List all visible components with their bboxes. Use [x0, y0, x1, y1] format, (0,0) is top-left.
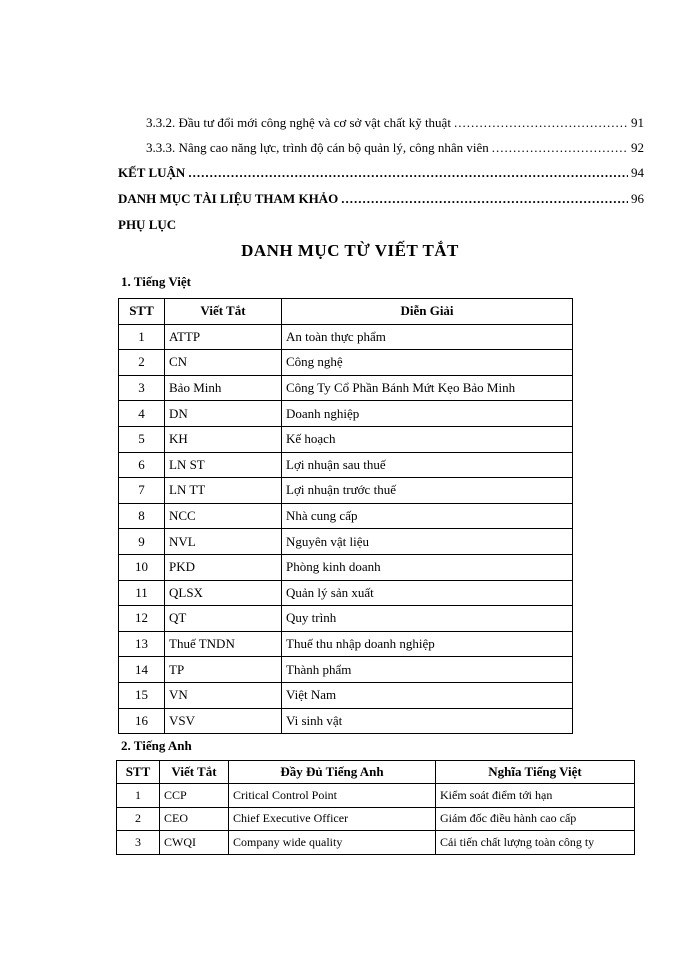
table-cell: Company wide quality: [229, 831, 436, 854]
table-cell: 10: [119, 554, 165, 580]
table-cell: 7: [119, 478, 165, 504]
table-cell: CWQI: [160, 831, 229, 854]
column-header: STT: [119, 299, 165, 325]
table-cell: Nguyên vật liệu: [282, 529, 573, 555]
table-row: [119, 452, 573, 478]
table-cell: CCP: [160, 784, 229, 807]
table-cell: Vi sinh vật: [282, 708, 573, 734]
table-row: [119, 682, 573, 708]
table-cell: 15: [119, 682, 165, 708]
table-cell: Phòng kinh doanh: [282, 554, 573, 580]
table-cell: 6: [119, 452, 165, 478]
column-header: Đầy Đủ Tiếng Anh: [229, 761, 436, 784]
table-row: [119, 631, 573, 657]
table-row: [119, 529, 573, 555]
table-row: [119, 708, 573, 734]
column-header: Viết Tắt: [160, 761, 229, 784]
table-cell: ATTP: [165, 324, 282, 350]
table-cell: 3: [117, 831, 160, 854]
table-row: [119, 657, 573, 683]
table-cell: 2: [119, 350, 165, 376]
table-row: [119, 554, 573, 580]
table-row: [119, 401, 573, 427]
abbreviation-table-vietnamese: [118, 298, 573, 734]
table-cell: Critical Control Point: [229, 784, 436, 807]
table-cell: NCC: [165, 503, 282, 529]
toc-entry-page: 96: [631, 191, 644, 206]
abbreviation-table-english: [116, 760, 635, 855]
table-row: [119, 580, 573, 606]
table-row: [117, 784, 635, 807]
table-cell: QT: [165, 606, 282, 632]
table-cell: VSV: [165, 708, 282, 734]
table-cell: 14: [119, 657, 165, 683]
table-cell: 8: [119, 503, 165, 529]
table-cell: Chief Executive Officer: [229, 807, 436, 830]
table-cell: 3: [119, 375, 165, 401]
table-cell: 5: [119, 426, 165, 452]
table-cell: Lợi nhuận trước thuế: [282, 478, 573, 504]
table-cell: 9: [119, 529, 165, 555]
toc-leader-dots: [341, 191, 628, 207]
table-cell: Công Ty Cổ Phần Bánh Mứt Kẹo Bảo Minh: [282, 375, 573, 401]
table-row: [119, 324, 573, 350]
table-cell: Kiểm soát điểm tới hạn: [436, 784, 635, 807]
toc-appendix: PHỤ LỤC: [118, 217, 177, 232]
table-cell: 1: [119, 324, 165, 350]
table-row: [119, 350, 573, 376]
column-header: Diễn Giải: [282, 299, 573, 325]
table-cell: An toàn thực phẩm: [282, 324, 573, 350]
toc-entry-label: 3.3.2. Đầu tư đổi mới công nghệ và cơ sở vật chất kỹ thuật: [146, 115, 451, 130]
table-cell: Doanh nghiệp: [282, 401, 573, 427]
table-cell: VN: [165, 682, 282, 708]
table-cell: Quy trình: [282, 606, 573, 632]
column-header: Nghĩa Tiếng Việt: [436, 761, 635, 784]
table-cell: 2: [117, 807, 160, 830]
table-cell: Thành phẩm: [282, 657, 573, 683]
table-row: [119, 606, 573, 632]
table-cell: 13: [119, 631, 165, 657]
table-row: [117, 831, 635, 854]
toc-entry: [146, 140, 644, 156]
table-cell: Công nghệ: [282, 350, 573, 376]
table-cell: 16: [119, 708, 165, 734]
table-cell: Việt Nam: [282, 682, 573, 708]
toc-entry: [118, 165, 644, 181]
section-heading-english: 2. Tiếng Anh: [121, 738, 192, 753]
toc-entry-label: KẾT LUẬN: [118, 165, 186, 180]
table-cell: 11: [119, 580, 165, 606]
table-cell: Quản lý sản xuất: [282, 580, 573, 606]
table-cell: CN: [165, 350, 282, 376]
table-cell: Giám đốc điều hành cao cấp: [436, 807, 635, 830]
toc-entry-page: 94: [631, 165, 644, 180]
toc-leader-dots: [188, 165, 628, 181]
table-cell: KH: [165, 426, 282, 452]
column-header: Viết Tắt: [165, 299, 282, 325]
table-cell: CEO: [160, 807, 229, 830]
toc-leader-dots: [454, 115, 628, 131]
table-cell: 1: [117, 784, 160, 807]
toc-entry-page: 91: [631, 115, 644, 130]
page-title: DANH MỤC TỪ VIẾT TẮT: [241, 241, 459, 260]
table-cell: LN ST: [165, 452, 282, 478]
table-cell: Nhà cung cấp: [282, 503, 573, 529]
table-cell: PKD: [165, 554, 282, 580]
table-row: [119, 426, 573, 452]
table-cell: TP: [165, 657, 282, 683]
table-cell: Bảo Minh: [165, 375, 282, 401]
table-cell: LN TT: [165, 478, 282, 504]
table-cell: 12: [119, 606, 165, 632]
table-cell: NVL: [165, 529, 282, 555]
toc-entry: [146, 115, 644, 131]
table-header-row: [117, 761, 635, 784]
table-row: [119, 478, 573, 504]
column-header: STT: [117, 761, 160, 784]
table-row: [117, 807, 635, 830]
section-heading-vietnamese: 1. Tiếng Việt: [121, 274, 191, 289]
toc-entry: [118, 191, 644, 207]
table-cell: Kế hoạch: [282, 426, 573, 452]
toc-entry-label: 3.3.3. Nâng cao năng lực, trình độ cán bộ quản lý, công nhân viên: [146, 140, 489, 155]
table-header-row: [119, 299, 573, 325]
table-row: [119, 375, 573, 401]
table-row: [119, 503, 573, 529]
table-cell: Thuế TNDN: [165, 631, 282, 657]
table-cell: Lợi nhuận sau thuế: [282, 452, 573, 478]
toc-entry-page: 92: [631, 140, 644, 155]
table-cell: Thuế thu nhập doanh nghiệp: [282, 631, 573, 657]
table-cell: 4: [119, 401, 165, 427]
toc-leader-dots: [492, 140, 628, 156]
table-cell: QLSX: [165, 580, 282, 606]
table-cell: DN: [165, 401, 282, 427]
table-cell: Cải tiến chất lượng toàn công ty: [436, 831, 635, 854]
toc-entry-label: DANH MỤC TÀI LIỆU THAM KHẢO: [118, 191, 339, 206]
